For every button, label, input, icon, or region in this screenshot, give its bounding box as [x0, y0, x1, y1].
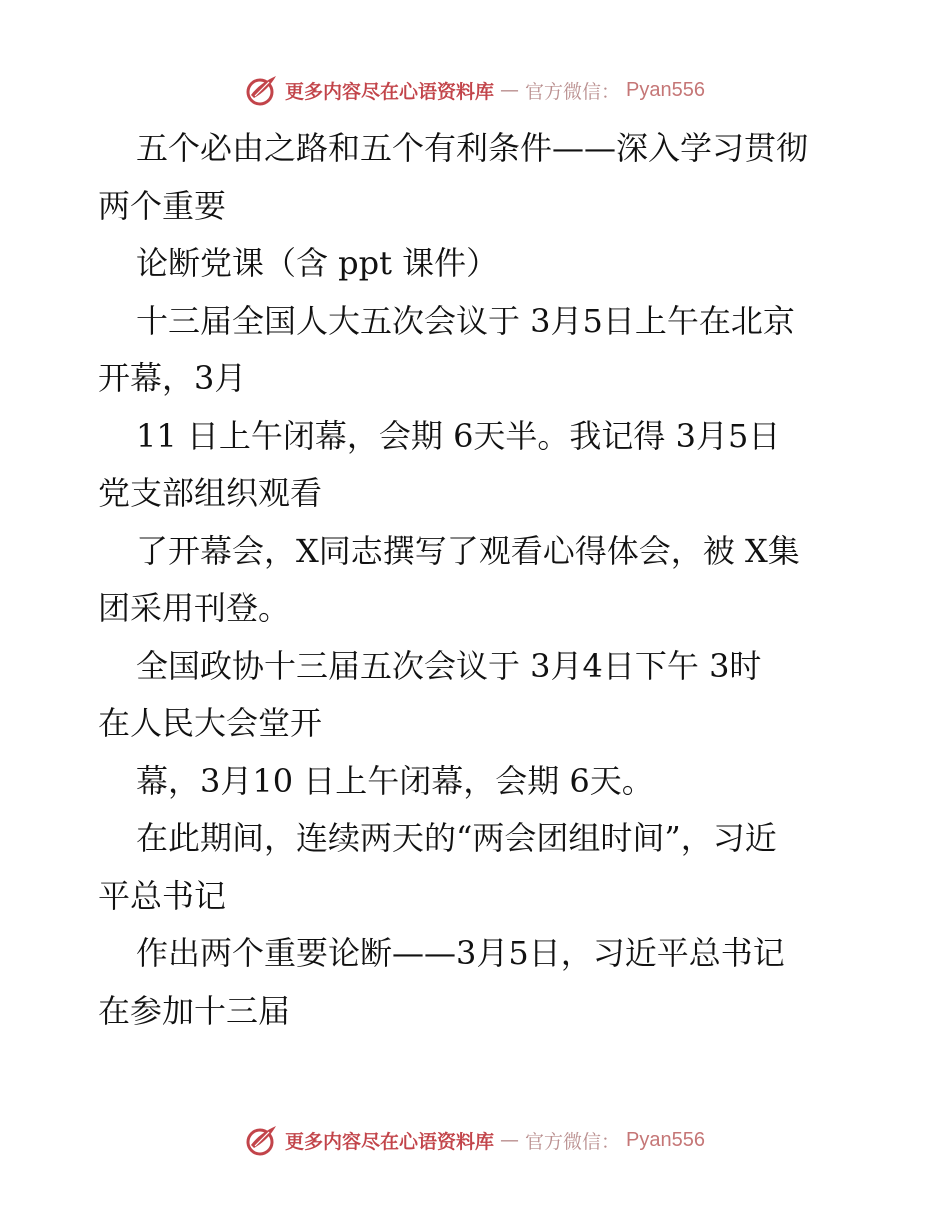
banner-wechat-label: 官方微信：	[525, 1130, 621, 1153]
banner-title: 更多内容尽在心语资料库	[285, 1130, 495, 1153]
text-line: 在人民大会堂开	[98, 704, 323, 742]
text-line: 两个重要	[98, 186, 227, 225]
text-line: 幕，3月10 日上午闭幕，会期 6天。	[136, 761, 654, 800]
banner-dash: —	[500, 1129, 520, 1151]
text-line: 作出两个重要论断——3月5日，习近平总书记	[136, 934, 785, 972]
text-line: 党支部组织观看	[98, 474, 323, 512]
text-line: 在参加十三届	[98, 991, 291, 1030]
text-line: 11 日上午闭幕，会期 6天半。我记得 3月5日	[136, 416, 781, 455]
text-line: 全国政协十三届五次会议于 3月4日下午 3时	[136, 646, 762, 685]
footer-banner	[0, 1120, 950, 1160]
text-line: 平总书记	[98, 876, 227, 915]
banner-wechat-label: 官方微信：	[525, 80, 621, 103]
text-line: 在此期间，连续两天的“两会团组时间”，习近	[136, 819, 777, 857]
quill-logo-icon	[245, 1123, 279, 1157]
document-body	[98, 120, 868, 1040]
banner-dash: —	[500, 79, 520, 101]
text-line: 论断党课（含 ppt 课件）	[136, 244, 499, 282]
text-line: 开幕，3月	[98, 359, 247, 397]
banner-wechat-id: Pyan556	[626, 1128, 705, 1151]
quill-logo-icon	[245, 73, 279, 107]
header-banner	[0, 70, 950, 110]
banner-title: 更多内容尽在心语资料库	[285, 80, 495, 103]
banner-wechat-id: Pyan556	[626, 78, 705, 101]
text-line: 团采用刊登。	[98, 589, 291, 627]
text-line: 五个必由之路和五个有利条件——深入学习贯彻	[136, 129, 809, 167]
text-line: 了开幕会，X同志撰写了观看心得体会，被 X集	[136, 531, 800, 570]
text-line: 十三届全国人大五次会议于 3月5日上午在北京	[136, 301, 795, 340]
